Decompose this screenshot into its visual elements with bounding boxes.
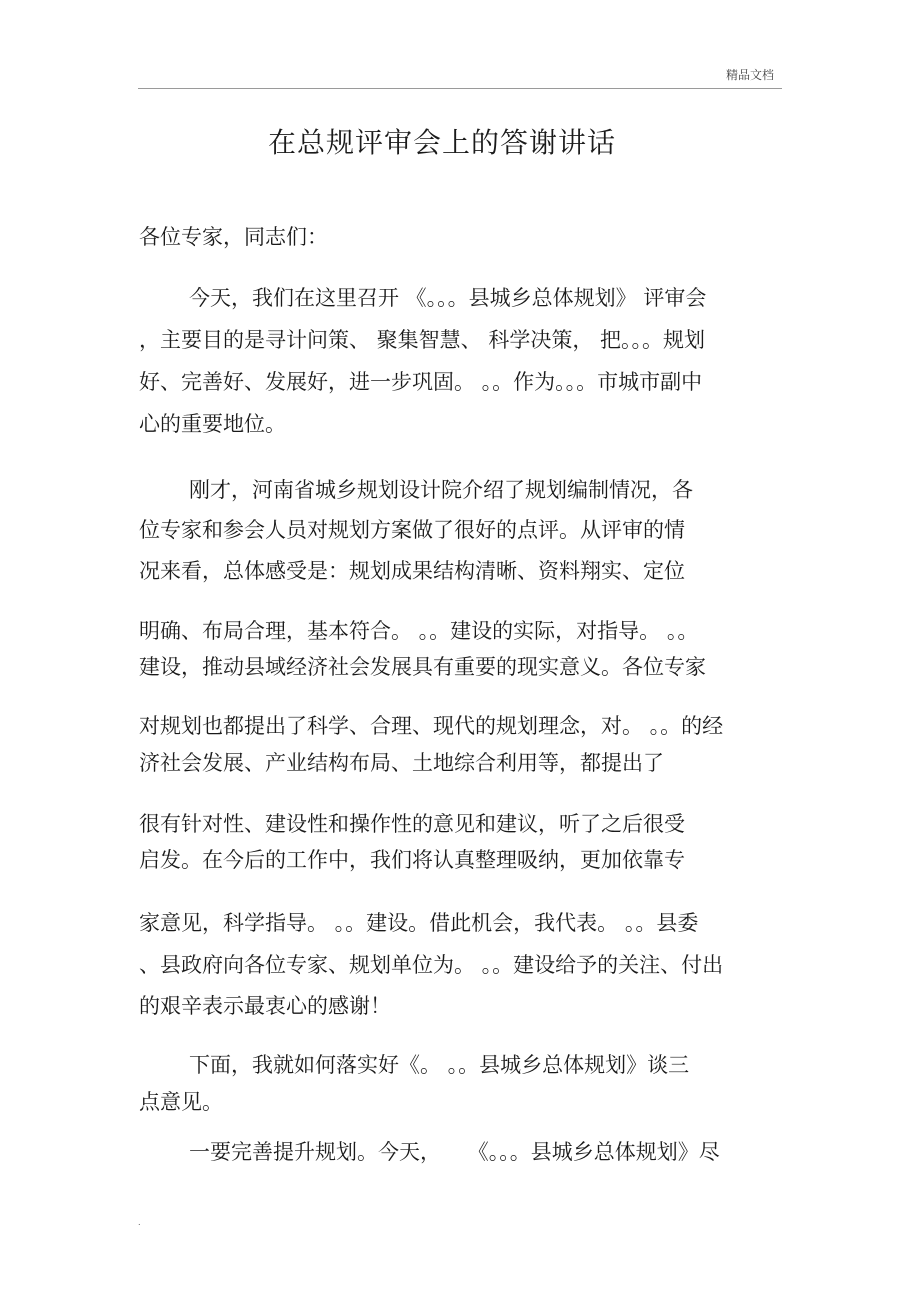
paragraph-2-line-5: 建设，推动县域经济社会发展具有重要的现实意义。各位专家: [139, 655, 706, 679]
paragraph-2-line-8: 很有针对性、建设性和操作性的意见和建议，听了之后很受: [139, 812, 685, 836]
paragraph-1-line-2: ，主要目的是寻计问策、 聚集智慧、 科学决策， 把。。。规划: [139, 328, 706, 352]
paragraph-2-line-9: 启发。在今后的工作中，我们将认真整理吸纳，更加依靠专: [139, 848, 685, 872]
paragraph-1-line-3: 好、完善好、发展好，进一步巩固。 。。作为。。。市城市副中: [139, 370, 703, 394]
paragraph-3-line-1: 下面，我就如何落实好《。 。。县城乡总体规划》谈三: [189, 1053, 690, 1077]
paragraph-2-line-11: 、县政府向各位专家、规划单位为。 。。建设给予的关注、付出: [139, 953, 724, 977]
paragraph-2-line-7: 济社会发展、产业结构布局、土地综合利用等，都提出了: [139, 751, 664, 775]
paragraph-3-line-2: 点意见。: [139, 1090, 223, 1114]
paragraph-2-line-2: 位专家和参会人员对规划方案做了很好的点评。从评审的情: [139, 518, 685, 542]
footer-mark: .: [138, 1218, 141, 1227]
document-title: 在总规评审会上的答谢讲话: [267, 126, 616, 159]
paragraph-2-line-12: 的艰辛表示最衷心的感谢！: [139, 994, 391, 1018]
header-divider: [138, 88, 782, 89]
paragraph-2-line-4: 明确、布局合理，基本符合。 。。建设的实际，对指导。 。。: [139, 619, 699, 643]
paragraph-2-line-10: 家意见，科学指导。 。。建设。借此机会，我代表。 。。县委: [139, 911, 699, 935]
paragraph-4-line-1: 一要完善提升规划。今天， 《。。。县城乡总体规划》尽: [189, 1140, 720, 1164]
paragraph-2-line-3: 况来看，总体感受是：规划成果结构清晰、资料翔实、定位: [139, 559, 685, 583]
paragraph-2-line-6: 对规划也都提出了科学、合理、现代的规划理念，对。 。。的经: [139, 714, 724, 738]
paragraph-1-line-4: 心的重要地位。: [139, 412, 286, 436]
paragraph-1-line-1: 今天，我们在这里召开 《。。。县城乡总体规划》 评审会: [189, 286, 707, 310]
salutation: 各位专家，同志们：: [139, 225, 328, 249]
paragraph-2-line-1: 刚才，河南省城乡规划设计院介绍了规划编制情况，各: [189, 478, 693, 502]
header-label: 精品文档: [726, 68, 775, 82]
